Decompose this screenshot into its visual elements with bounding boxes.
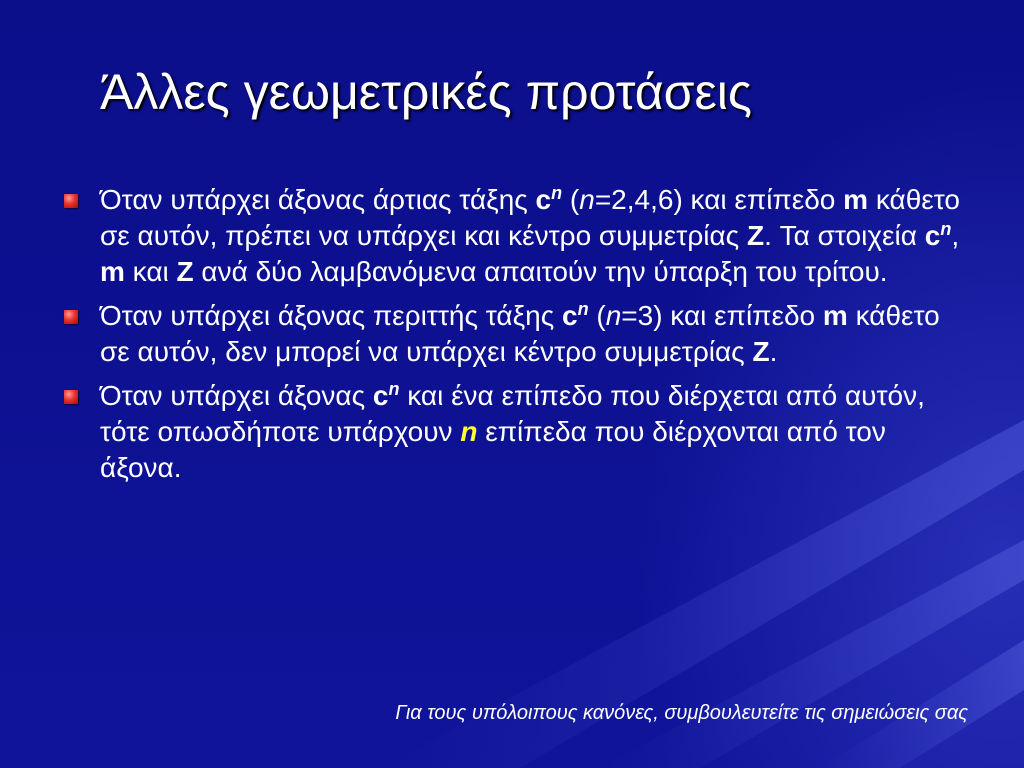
symbol-c: c xyxy=(372,380,389,411)
slide-title: Άλλες γεωμετρικές προτάσεις xyxy=(100,64,753,120)
symbol-c: c xyxy=(535,184,552,215)
symbol-z: Z xyxy=(752,336,770,367)
highlighted-n: n xyxy=(460,416,478,447)
italic-n: n xyxy=(605,300,622,331)
bullet-item-2 xyxy=(60,298,970,370)
text: =2,4,6) και επίπεδο xyxy=(594,184,844,215)
text: ( xyxy=(588,300,606,331)
text: κάθετο σε αυτόν, δεν μπορεί να υπάρχει κέντρο συμμετρίας xyxy=(100,300,940,367)
text: Όταν υπάρχει άξονας xyxy=(100,380,373,411)
text: , xyxy=(951,220,960,251)
bullet-item-1 xyxy=(60,182,970,290)
symbol-m: m xyxy=(822,300,848,331)
footer-note: Για τους υπόλοιπους κανόνες, συμβουλευτείτε τις σημειώσεις σας xyxy=(395,702,968,724)
red-square-bullet-icon xyxy=(64,390,78,404)
text: Όταν υπάρχει άξονας περιττής τάξης xyxy=(100,300,562,331)
text: =3) και επίπεδο xyxy=(621,300,823,331)
text: και xyxy=(124,256,177,287)
text: ( xyxy=(562,184,580,215)
red-square-bullet-icon xyxy=(64,310,78,324)
text: και ένα επίπεδο που διέρχεται από αυτόν, τότε οπωσδήποτε υπάρχουν xyxy=(100,380,925,447)
symbol-m: m xyxy=(843,184,869,215)
symbol-z: Z xyxy=(746,220,765,251)
text: Όταν υπάρχει άξονας άρτιας τάξης xyxy=(100,184,536,215)
symbol-z: Z xyxy=(176,256,194,287)
bullet-list xyxy=(60,182,970,494)
superscript-n: n xyxy=(551,183,563,203)
symbol-c: c xyxy=(562,300,578,331)
text: επίπεδα που διέρχονται από τον άξονα. xyxy=(100,416,886,483)
red-square-bullet-icon xyxy=(64,194,78,208)
text: . Τα στοιχεία xyxy=(764,220,925,251)
symbol-c: c xyxy=(924,220,941,251)
symbol-m: m xyxy=(100,256,125,287)
superscript-n: n xyxy=(940,219,952,239)
bullet-item-3 xyxy=(60,378,970,486)
italic-n: n xyxy=(579,184,595,215)
superscript-n: n xyxy=(388,379,400,399)
text: . xyxy=(769,336,778,367)
text: ανά δύο λαμβανόμενα απαιτούν την ύπαρξη του τρίτου. xyxy=(193,256,888,287)
superscript-n: n xyxy=(577,299,589,319)
text: κάθετο σε αυτόν, πρέπει να υπάρχει και κέντρο συμμετρίας xyxy=(100,184,960,251)
